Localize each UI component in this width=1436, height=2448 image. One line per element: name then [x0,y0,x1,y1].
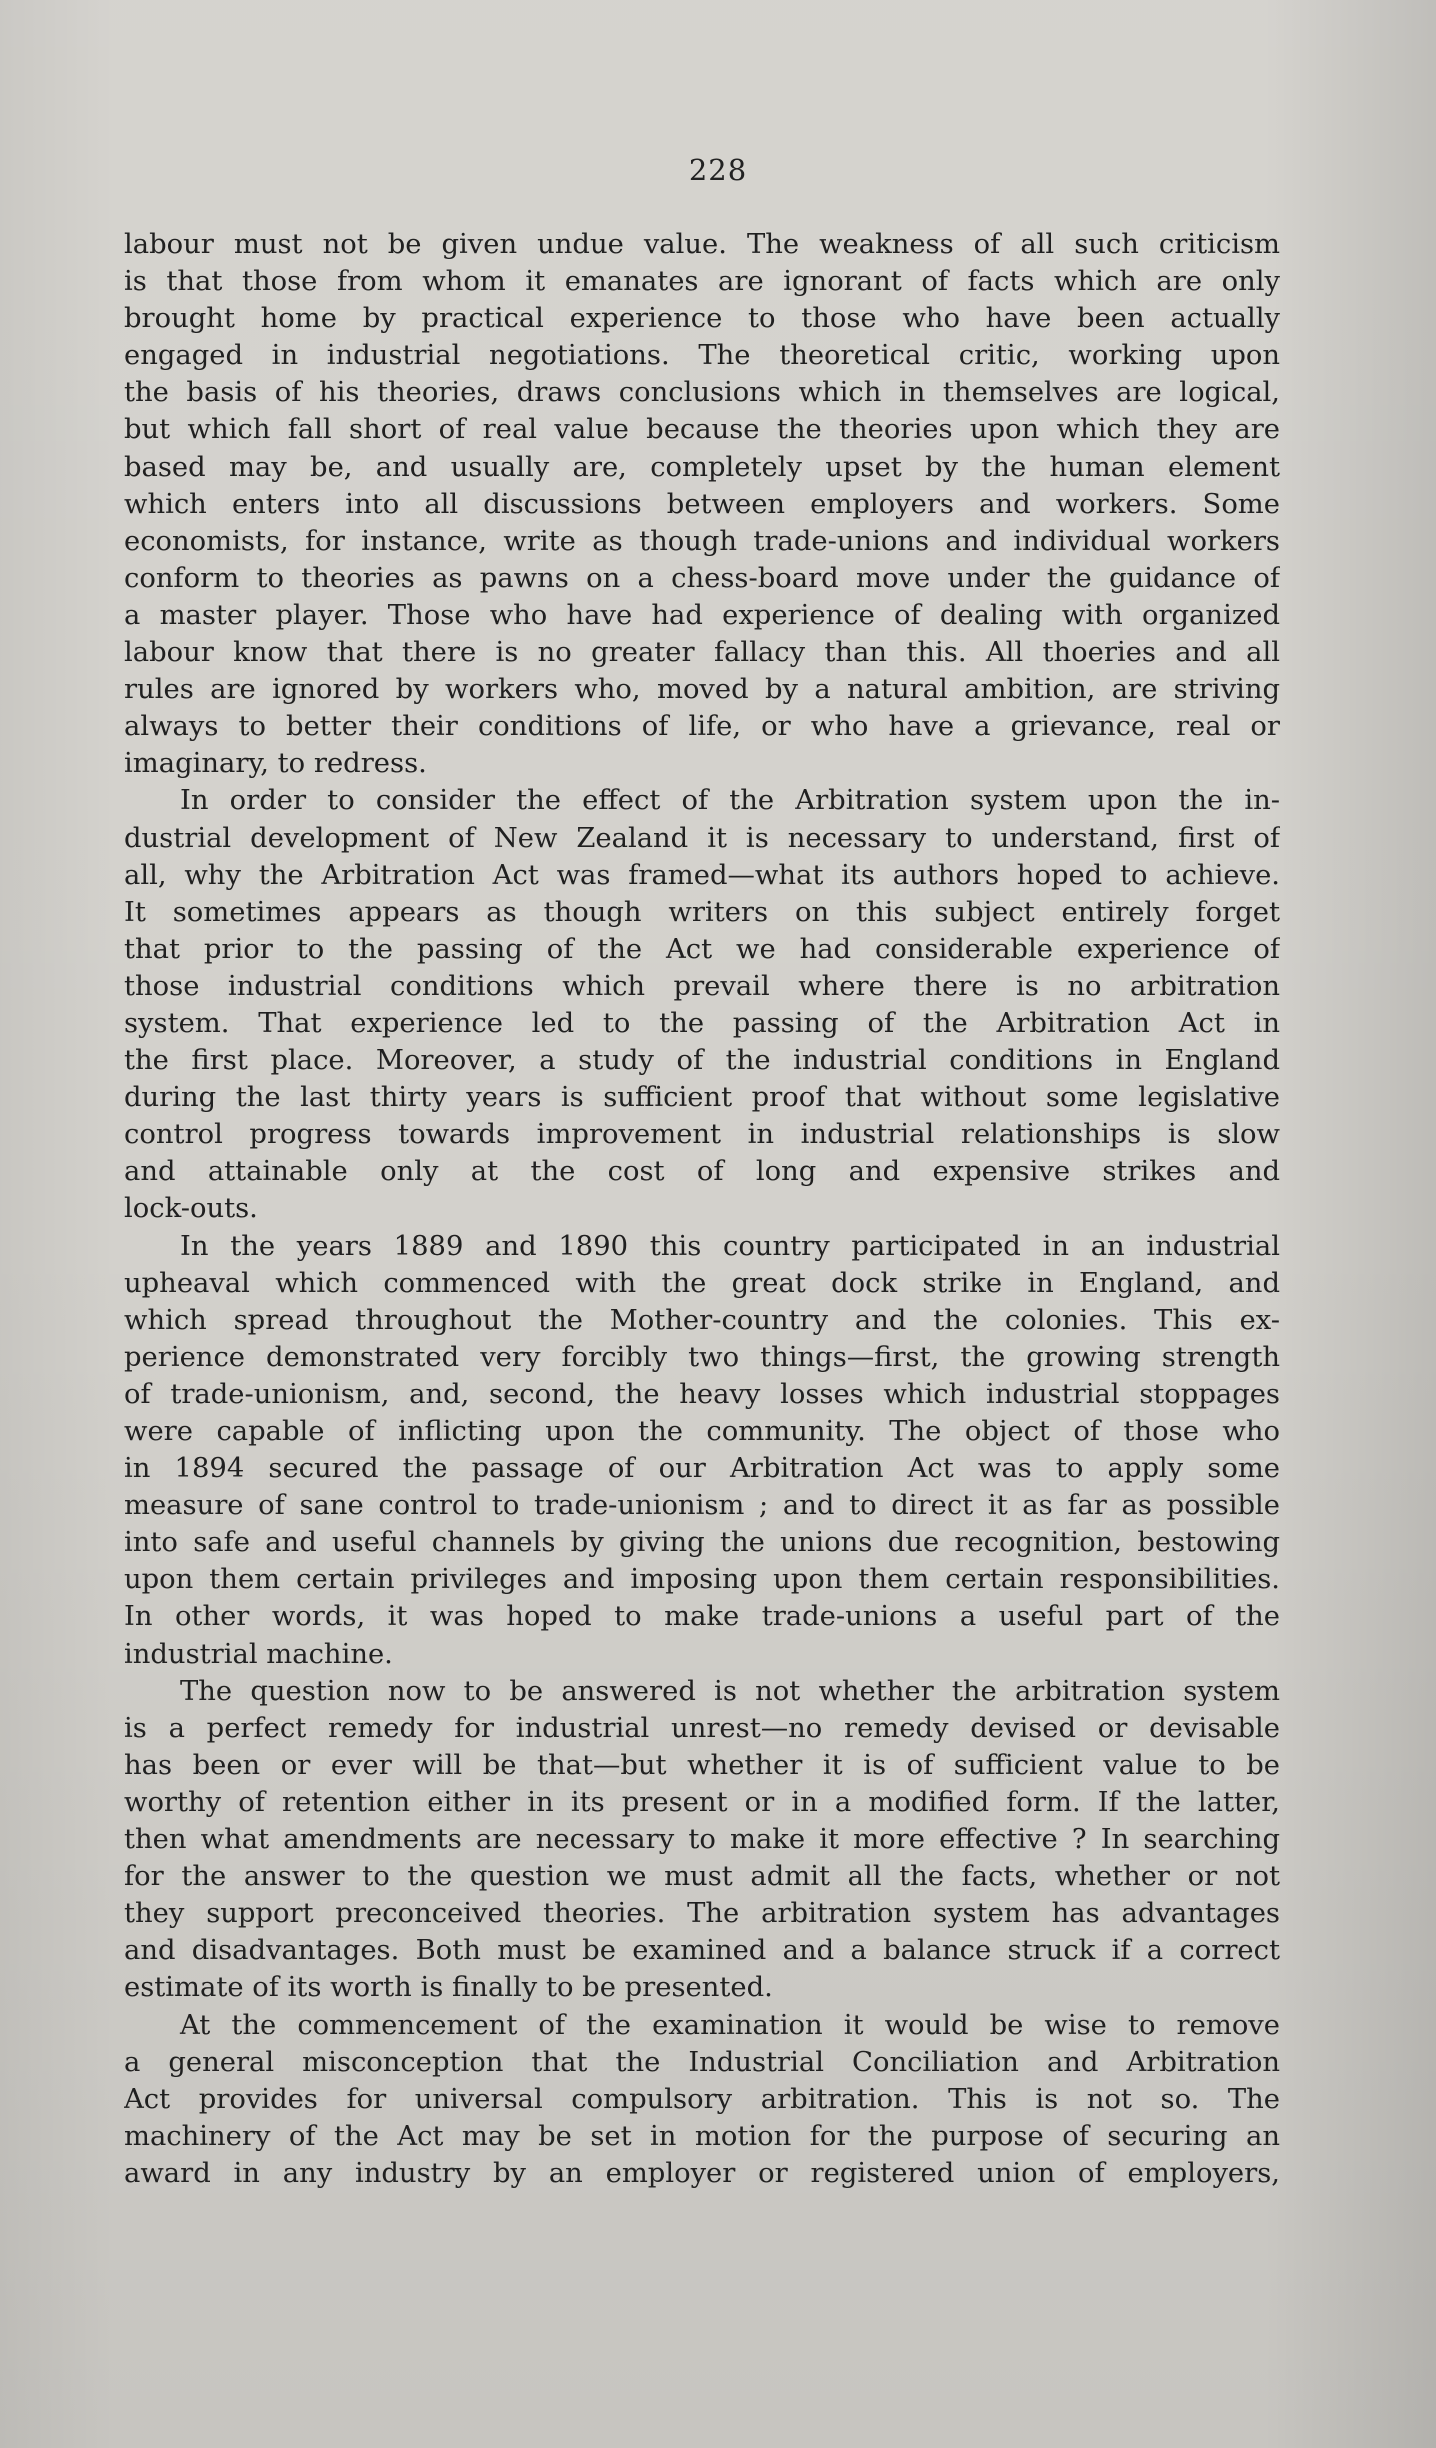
text-line: which enters into all discussions between employers and workers. Some [124,488,1280,520]
text-line: In other words, it was hoped to make trade-unions a useful part of the [124,1601,1280,1633]
text-line: rules are ignored by workers who, moved by a natural ambition, are striving [124,674,1280,706]
text-line: that prior to the passing of the Act we had considerable experience of [124,933,1280,965]
text-line: At the commencement of the examination it would be wise to remove [180,2009,1280,2041]
page-number: 228 [688,153,748,187]
text-line: is that those from whom it emanates are ignorant of facts which are only [124,266,1280,298]
text-line: a general misconception that the Industrial Conciliation and Arbitration [124,2046,1280,2078]
text-line: the basis of his theories, draws conclusions which in themselves are logical, [124,377,1280,409]
text-line: measure of sane control to trade-unionism ; and to direct it as far as possible [124,1490,1280,1522]
text-line: economists, for instance, write as though trade-unions and individual workers [124,525,1280,557]
text-line: upheaval which commenced with the great dock strike in England, and [124,1267,1280,1299]
text-line: were capable of inflicting upon the community. The object of those who [124,1416,1280,1447]
text-line: upon them certain privileges and imposing upon them certain responsibilities. [124,1564,1280,1596]
text-line: industrial machine. [124,1638,393,1670]
text-line: which spread throughout the Mother-country and the colonies. This ex- [124,1304,1280,1336]
text-line: those industrial conditions which prevail where there is no arbitration [124,970,1280,1002]
text-line: control progress towards improvement in industrial relationships is slow [124,1119,1280,1151]
text-line: and attainable only at the cost of long and expensive strikes and [124,1156,1280,1188]
text-line: for the answer to the question we must admit all the facts, whether or not [124,1861,1280,1893]
text-line: labour must not be given undue value. The weakness of all such criticism [124,229,1280,260]
text-line: of trade-unionism, and, second, the heavy losses which industrial stoppages [124,1378,1280,1410]
text-line: they support preconceived theories. The arbitration system has advantages [124,1898,1280,1930]
text-line: It sometimes appears as though writers on this subject entirely forget [124,896,1280,928]
text-line: always to better their conditions of life, or who have a grievance, real or [124,711,1280,743]
text-line: conform to theories as pawns on a chess-board move under the guidance of [124,562,1280,594]
text-line: worthy of retention either in its present or in a modified form. If the latter, [124,1786,1280,1818]
body-text [124,226,1280,2192]
text-line: brought home by practical experience to those who have been actually [124,303,1280,335]
text-line: dustrial development of New Zealand it is necessary to understand, first of [124,822,1280,854]
text-line: has been or ever will be that—but whether it is of sufficient value to be [124,1749,1280,1781]
text-line: then what amendments are necessary to make it more effective ? In searching [124,1824,1280,1856]
text-line: The question now to be answered is not whether the arbitration system [180,1675,1280,1707]
text-line: In order to consider the effect of the Arbitration system upon the in- [180,785,1280,817]
text-line: In the years 1889 and 1890 this country participated in an industrial [180,1230,1280,1262]
text-line: and disadvantages. Both must be examined and a balance struck if a correct [124,1935,1280,1967]
text-line: Act provides for universal compulsory arbitration. This is not so. The [124,2083,1280,2115]
text-line: award in any industry by an employer or registered union of employers, [124,2157,1280,2189]
text-line: is a perfect remedy for industrial unrest—no remedy devised or devisable [124,1712,1280,1744]
text-line: imaginary, to redress. [124,748,427,780]
text-line: based may be, and usually are, completely upset by the human element [124,451,1280,483]
text-line: the first place. Moreover, a study of the industrial conditions in England [124,1045,1280,1077]
text-line: but which fall short of real value because the theories upon which they are [124,414,1280,446]
text-line: perience demonstrated very forcibly two things—first, the growing strength [124,1341,1280,1373]
text-line: labour know that there is no greater fallacy than this. All thoeries and all [124,637,1280,669]
text-line: lock-outs. [124,1193,258,1225]
text-line: during the last thirty years is sufficient proof that without some legislative [124,1082,1280,1114]
text-line: system. That experience led to the passing of the Arbitration Act in [124,1007,1280,1039]
text-line: all, why the Arbitration Act was framed—what its authors hoped to achieve. [124,859,1280,891]
text-line: machinery of the Act may be set in motion for the purpose of securing an [124,2120,1280,2152]
text-line: estimate of its worth is finally to be presented. [124,1972,773,2004]
text-line: in 1894 secured the passage of our Arbitration Act was to apply some [124,1453,1280,1485]
text-line: into safe and useful channels by giving the unions due recognition, bestowing [124,1527,1280,1559]
text-line: engaged in industrial negotiations. The theoretical critic, working upon [124,340,1280,372]
text-line: a master player. Those who have had experience of dealing with organized [124,599,1280,631]
